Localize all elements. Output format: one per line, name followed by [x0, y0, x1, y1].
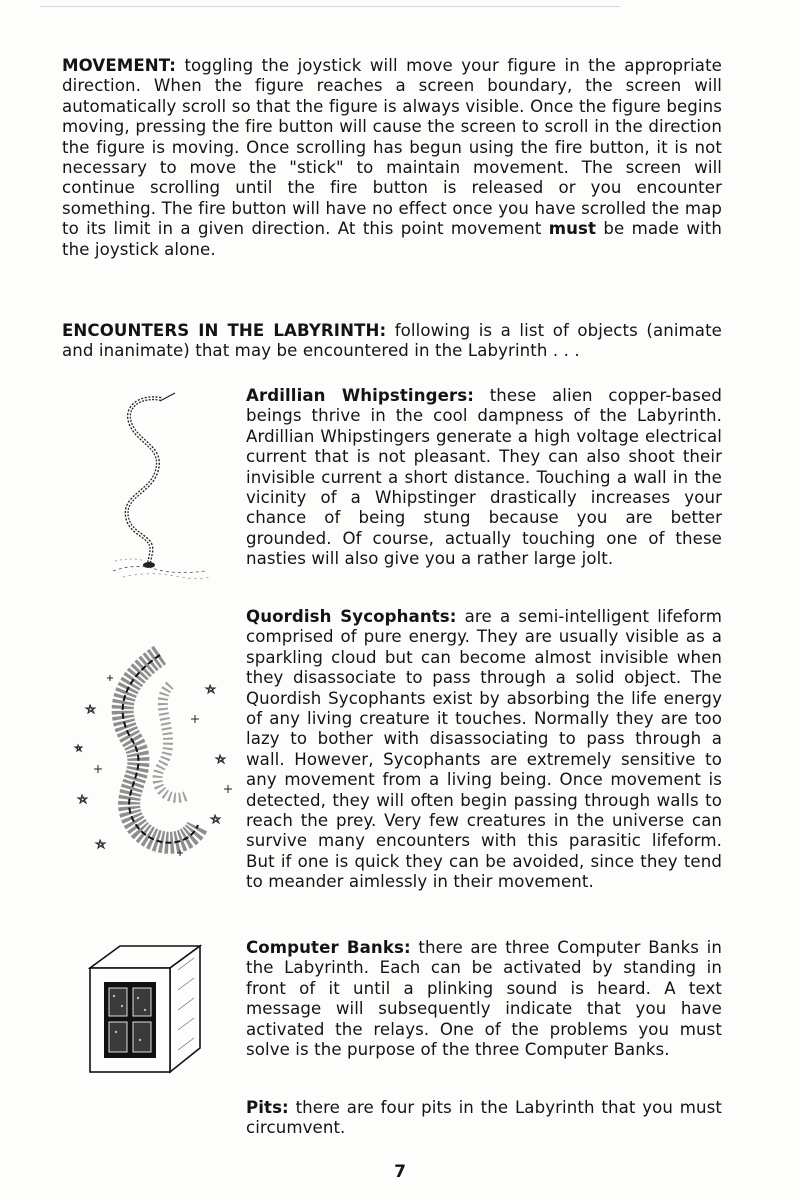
computer-bank-illustration [82, 940, 202, 1075]
top-rule [40, 6, 620, 7]
movement-tail: be made with the joystick alone. [62, 219, 722, 259]
entry-whipstingers [246, 386, 722, 570]
movement-body: toggling the joystick will move your figure in the appropriate direction. When the figure reaches a screen boundary, the screen will automatically scroll so that the figure is always visible. Once the figure begins moving, pressing the fire button will cause the screen to scroll in the direction the figure is moving. Once scrolling has begun using the fire button, it is not necessary to move the "stick" to maintain movement. The screen will continue scrolling until the fire button is released or you encounter something. The fire button will have no effect once you have scrolled the map to its limit in a given direction. At this point movement [62, 56, 722, 239]
entry-pits [246, 1098, 722, 1139]
entry-body: are a semi-intelligent lifeform comprised of pure energy. They are usually visible as a sparkling cloud but can become almost invisible when they disassociate to pass through a solid object. The Quordish Sycophants exist by absorbing the life energy of any living creature it touches. Normally they are too lazy to bother with disassociating to pass through a wall. However, Sycophants are extremely sensitive to any movement from a living being. Once movement is detected, they will often begin passing through walls to reach the prey. Very few creatures in the universe can survive many encounters with this parasitic lifeform. But if one is quick they can be avoided, since they tend to meander aimlessly in their movement. [246, 607, 722, 892]
sycophant-illustration [70, 645, 240, 860]
encounters-heading: ENCOUNTERS IN THE LABYRINTH: [62, 321, 387, 340]
entry-body: these alien copper-based beings thrive in the cool dampness of the Labyrinth. Ardillian Whipstingers generate a high voltage electrical current that is not pleasant. They can also shoot their invisible current a short distance. Touching a wall in the vicinity of a Whipstinger drastically increases your chance of being stung because you are better grounded. Of course, actually touching one of these nasties will also give you a rather large jolt. [246, 386, 722, 569]
movement-heading: MOVEMENT: [62, 56, 177, 75]
entry-computer-banks [246, 938, 722, 1060]
entry-heading: Pits: [246, 1098, 289, 1117]
entry-sycophants [246, 607, 722, 893]
entry-heading: Quordish Sycophants: [246, 607, 457, 626]
movement-paragraph [62, 56, 722, 260]
encounters-body: following is a list of objects (animate and inanimate) that may be encountered in the Labyrinth . . . [62, 321, 722, 361]
movement-emphasis: must [548, 219, 597, 239]
entry-body: there are four pits in the Labyrinth that you must circumvent. [246, 1098, 723, 1138]
whipstinger-illustration [105, 385, 215, 585]
encounters-paragraph [62, 321, 722, 362]
page-number: 7 [394, 1162, 406, 1182]
entry-heading: Ardillian Whipstingers: [246, 386, 474, 405]
entry-heading: Computer Banks: [246, 938, 411, 957]
entry-body: there are three Computer Banks in the Labyrinth. Each can be activated by standing in front of it until a plinking sound is heard. A text message will subsequently indicate that you have activated the relays. One of the problems you must solve is the purpose of the three Computer Banks. [246, 938, 723, 1060]
